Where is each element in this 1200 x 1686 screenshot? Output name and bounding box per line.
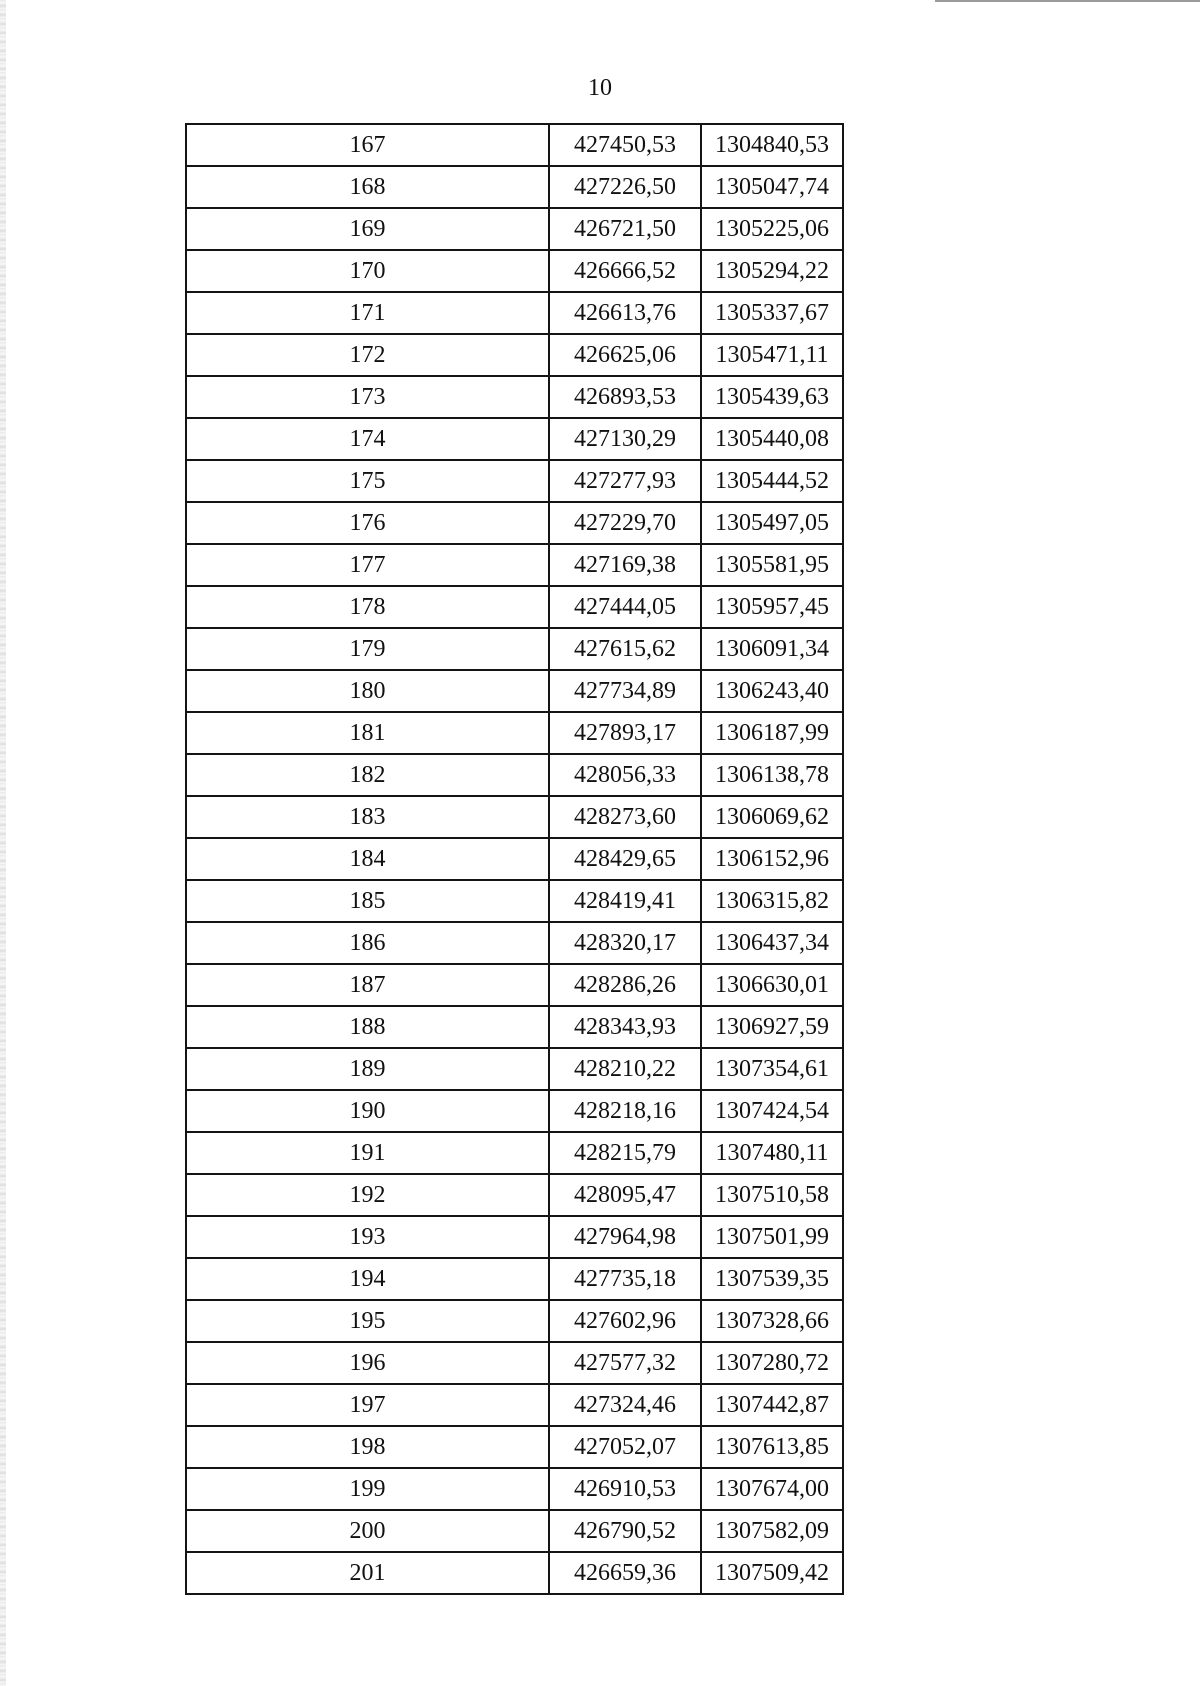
y-coordinate-cell: 1304840,53 [701,124,843,166]
y-coordinate-cell: 1305439,63 [701,376,843,418]
table-row [186,628,843,670]
x-coordinate-cell: 427577,32 [549,1342,701,1384]
point-number-cell: 201 [186,1552,549,1594]
y-coordinate-cell: 1305957,45 [701,586,843,628]
x-coordinate-cell: 427444,05 [549,586,701,628]
point-number-cell: 168 [186,166,549,208]
coordinate-table-body [186,124,843,1594]
point-number-cell: 174 [186,418,549,460]
x-coordinate-cell: 426666,52 [549,250,701,292]
point-number-cell: 189 [186,1048,549,1090]
point-number-cell: 199 [186,1468,549,1510]
x-coordinate-cell: 426625,06 [549,334,701,376]
point-number-cell: 181 [186,712,549,754]
x-coordinate-cell: 427052,07 [549,1426,701,1468]
table-row [186,1132,843,1174]
x-coordinate-cell: 428215,79 [549,1132,701,1174]
y-coordinate-cell: 1305225,06 [701,208,843,250]
y-coordinate-cell: 1305047,74 [701,166,843,208]
x-coordinate-cell: 427734,89 [549,670,701,712]
point-number-cell: 180 [186,670,549,712]
y-coordinate-cell: 1305471,11 [701,334,843,376]
page-number: 10 [588,75,612,101]
y-coordinate-cell: 1306437,34 [701,922,843,964]
x-coordinate-cell: 427450,53 [549,124,701,166]
y-coordinate-cell: 1305497,05 [701,502,843,544]
table-row [186,754,843,796]
x-coordinate-cell: 426721,50 [549,208,701,250]
coordinate-table [185,123,844,1595]
point-number-cell: 200 [186,1510,549,1552]
table-row [186,964,843,1006]
x-coordinate-cell: 428218,16 [549,1090,701,1132]
y-coordinate-cell: 1305294,22 [701,250,843,292]
point-number-cell: 198 [186,1426,549,1468]
x-coordinate-cell: 428419,41 [549,880,701,922]
table-row [186,838,843,880]
table-row [186,1426,843,1468]
y-coordinate-cell: 1306138,78 [701,754,843,796]
y-coordinate-cell: 1306069,62 [701,796,843,838]
point-number-cell: 179 [186,628,549,670]
y-coordinate-cell: 1307442,87 [701,1384,843,1426]
x-coordinate-cell: 427615,62 [549,628,701,670]
point-number-cell: 184 [186,838,549,880]
x-coordinate-cell: 426790,52 [549,1510,701,1552]
y-coordinate-cell: 1306187,99 [701,712,843,754]
x-coordinate-cell: 426613,76 [549,292,701,334]
point-number-cell: 191 [186,1132,549,1174]
y-coordinate-cell: 1307510,58 [701,1174,843,1216]
x-coordinate-cell: 428429,65 [549,838,701,880]
point-number-cell: 176 [186,502,549,544]
x-coordinate-cell: 428095,47 [549,1174,701,1216]
x-coordinate-cell: 427602,96 [549,1300,701,1342]
y-coordinate-cell: 1305440,08 [701,418,843,460]
point-number-cell: 183 [186,796,549,838]
x-coordinate-cell: 426910,53 [549,1468,701,1510]
point-number-cell: 177 [186,544,549,586]
point-number-cell: 182 [186,754,549,796]
x-coordinate-cell: 427229,70 [549,502,701,544]
y-coordinate-cell: 1307501,99 [701,1216,843,1258]
y-coordinate-cell: 1307480,11 [701,1132,843,1174]
y-coordinate-cell: 1306927,59 [701,1006,843,1048]
x-coordinate-cell: 426893,53 [549,376,701,418]
table-row [186,1258,843,1300]
table-row [186,922,843,964]
point-number-cell: 171 [186,292,549,334]
table-row [186,796,843,838]
x-coordinate-cell: 427893,17 [549,712,701,754]
point-number-cell: 186 [186,922,549,964]
x-coordinate-cell: 428286,26 [549,964,701,1006]
y-coordinate-cell: 1307280,72 [701,1342,843,1384]
table-row [186,586,843,628]
point-number-cell: 195 [186,1300,549,1342]
y-coordinate-cell: 1307613,85 [701,1426,843,1468]
y-coordinate-cell: 1307354,61 [701,1048,843,1090]
table-row [186,1090,843,1132]
point-number-cell: 197 [186,1384,549,1426]
y-coordinate-cell: 1305337,67 [701,292,843,334]
y-coordinate-cell: 1305581,95 [701,544,843,586]
point-number-cell: 188 [186,1006,549,1048]
point-number-cell: 175 [186,460,549,502]
table-row [186,1006,843,1048]
point-number-cell: 190 [186,1090,549,1132]
table-row [186,880,843,922]
x-coordinate-cell: 427735,18 [549,1258,701,1300]
y-coordinate-cell: 1307424,54 [701,1090,843,1132]
y-coordinate-cell: 1307328,66 [701,1300,843,1342]
x-coordinate-cell: 428320,17 [549,922,701,964]
x-coordinate-cell: 428343,93 [549,1006,701,1048]
table-row [186,1048,843,1090]
table-row [186,208,843,250]
y-coordinate-cell: 1306091,34 [701,628,843,670]
point-number-cell: 192 [186,1174,549,1216]
table-row [186,1552,843,1594]
table-row [186,1216,843,1258]
x-coordinate-cell: 426659,36 [549,1552,701,1594]
y-coordinate-cell: 1305444,52 [701,460,843,502]
table-row [186,1510,843,1552]
table-row [186,1174,843,1216]
table-row [186,376,843,418]
x-coordinate-cell: 428056,33 [549,754,701,796]
table-row [186,670,843,712]
point-number-cell: 173 [186,376,549,418]
table-row [186,292,843,334]
y-coordinate-cell: 1307674,00 [701,1468,843,1510]
point-number-cell: 185 [186,880,549,922]
table-row [186,1300,843,1342]
y-coordinate-cell: 1307582,09 [701,1510,843,1552]
y-coordinate-cell: 1306152,96 [701,838,843,880]
x-coordinate-cell: 428210,22 [549,1048,701,1090]
point-number-cell: 170 [186,250,549,292]
scan-edge [0,0,6,1686]
y-coordinate-cell: 1307509,42 [701,1552,843,1594]
y-coordinate-cell: 1306630,01 [701,964,843,1006]
point-number-cell: 178 [186,586,549,628]
point-number-cell: 194 [186,1258,549,1300]
point-number-cell: 167 [186,124,549,166]
x-coordinate-cell: 427130,29 [549,418,701,460]
point-number-cell: 196 [186,1342,549,1384]
x-coordinate-cell: 427277,93 [549,460,701,502]
y-coordinate-cell: 1306243,40 [701,670,843,712]
table-row [186,166,843,208]
table-row [186,1468,843,1510]
x-coordinate-cell: 427964,98 [549,1216,701,1258]
table-row [186,460,843,502]
table-row [186,712,843,754]
x-coordinate-cell: 427324,46 [549,1384,701,1426]
x-coordinate-cell: 428273,60 [549,796,701,838]
y-coordinate-cell: 1306315,82 [701,880,843,922]
table-row [186,124,843,166]
table-row [186,1342,843,1384]
table-row [186,250,843,292]
table-row [186,502,843,544]
y-coordinate-cell: 1307539,35 [701,1258,843,1300]
point-number-cell: 172 [186,334,549,376]
top-rule [935,0,1200,2]
point-number-cell: 193 [186,1216,549,1258]
table-row [186,334,843,376]
table-row [186,1384,843,1426]
x-coordinate-cell: 427169,38 [549,544,701,586]
point-number-cell: 187 [186,964,549,1006]
table-row [186,544,843,586]
x-coordinate-cell: 427226,50 [549,166,701,208]
point-number-cell: 169 [186,208,549,250]
table-row [186,418,843,460]
